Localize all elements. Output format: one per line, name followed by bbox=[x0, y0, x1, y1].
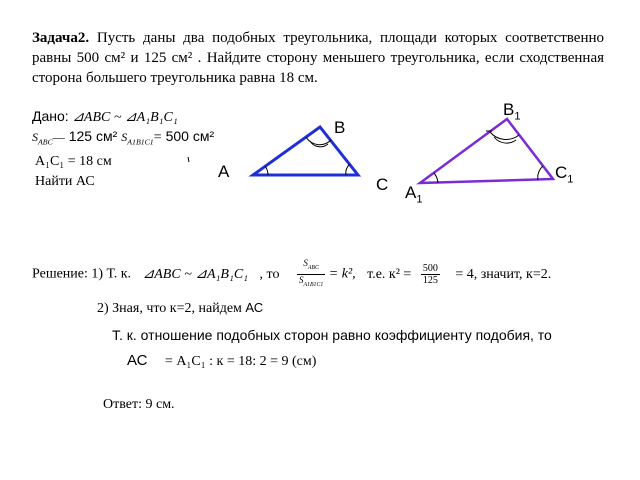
step2-target: АС bbox=[245, 300, 264, 315]
calc-text: = A₁C₁ : к = 18: 2 = 9 (см) bbox=[165, 354, 317, 369]
eq-k2: = k², bbox=[328, 266, 356, 282]
area-ratio-fraction: $\frac{S_{ABC}}{S_{A1B1C1}}$ bbox=[298, 258, 324, 288]
given-label: Дано: bbox=[32, 108, 69, 124]
step1-prefix: Решение: 1) Т. к. bbox=[32, 266, 132, 282]
problem-title: Задача2. bbox=[32, 30, 90, 46]
answer: Ответ: 9 см. bbox=[103, 397, 175, 412]
k-result: = 4, значит, к=2. bbox=[455, 266, 552, 282]
vertex-a-label: A bbox=[218, 162, 230, 181]
area-a1b1c1: $S_{A1B1C1}$ bbox=[121, 130, 154, 147]
area-abc-value: 125 см² bbox=[68, 128, 118, 144]
given-similarity: ⊿ABC ~ ⊿A₁B₁C₁ bbox=[72, 110, 178, 125]
vertex-b1-label: $B_1$ bbox=[503, 100, 521, 123]
ac-label: АС bbox=[127, 352, 148, 369]
vertex-b-label: B bbox=[334, 118, 346, 137]
solution-step2: 2) Зная, что к=2, найдем АС bbox=[97, 300, 264, 316]
te-k2: т.е. к² = bbox=[367, 266, 412, 282]
vertex-a1-label: $A_1$ bbox=[405, 183, 423, 206]
angle-arc-b1-1 bbox=[490, 132, 519, 139]
area-abc: $S_{ABC}$ bbox=[32, 130, 53, 147]
vertex-c-label: C bbox=[376, 175, 389, 194]
solution-step3: Т. к. отношение подобных сторон равно коэффициенту подобия, то bbox=[112, 327, 552, 343]
given-side: A₁C₁ = 18 см bbox=[35, 154, 112, 169]
triangle-a1b1c1 bbox=[420, 119, 553, 183]
given-areas: $S_{ABC}—$ 125 см² $S_{A1B1C1}= 500$ см² bbox=[32, 128, 215, 147]
vertex-c1-label: $C_1$ bbox=[555, 163, 574, 186]
problem-text: Пусть даны два подобных треугольника, площади которых соответственно равны 500 см² и 125 см² . Найдите сторону меньшего треугольника, если сходственная сторона большего треугольника равна 18 см. bbox=[32, 30, 605, 86]
given-find: Найти АС bbox=[35, 174, 95, 189]
area-a1b1c1-value: 500 см² bbox=[165, 128, 215, 144]
angle-arc-c1 bbox=[538, 166, 543, 180]
step1-similarity: ⊿ABC ~ ⊿A₁B₁C₁ bbox=[142, 266, 249, 282]
k2-fraction: $\frac{500}{125}$ bbox=[422, 262, 438, 286]
solution-step1 bbox=[32, 258, 551, 291]
step1-then: , то bbox=[259, 266, 280, 282]
solution-calc bbox=[127, 352, 316, 370]
